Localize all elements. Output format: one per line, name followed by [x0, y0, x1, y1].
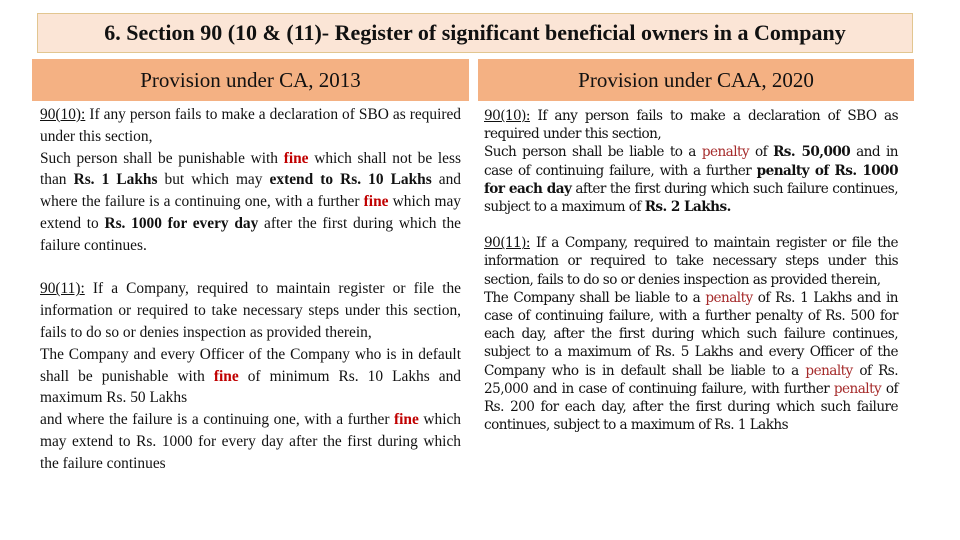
column-heading-ca-2013: Provision under CA, 2013	[32, 59, 469, 101]
text: and in case of continuing failure, with a further	[484, 144, 898, 179]
fine-highlight: fine	[283, 149, 309, 167]
fine-highlight: fine	[213, 367, 239, 385]
text: If a Company, required to maintain register or file the information or required to take necessary steps under this section, fails to do so or denies inspection as provided therein,	[484, 235, 898, 288]
text: of minimum Rs. 10 Lakhs and maximum Rs. 50 Lakhs	[40, 367, 461, 407]
right-paragraph-90-10	[484, 107, 898, 216]
amount-highlight: Rs. 1000 for every day	[104, 214, 259, 232]
left-column-ca-2013	[40, 104, 461, 475]
section-ref: 90(11):	[40, 280, 85, 298]
text: which may extend to Rs. 1000 for every day after the first during which the failure continues	[40, 411, 462, 472]
text: The Company shall be liable to a	[484, 289, 706, 306]
penalty-highlight: penalty	[833, 380, 882, 397]
text: of Rs. 1 Lakhs and in case of continuing failure, with a further penalty of Rs. 500 for each day, after the first during which such failure continues, subject to a maximum of Rs. 5 Lakhs and every Officer of the Company who is in default shall be liable to a	[484, 289, 898, 379]
amount-highlight: Rs. 50,000	[773, 144, 851, 161]
slide-title: 6. Section 90 (10 & (11)- Register of significant beneficial owners in a Company	[104, 20, 846, 45]
text: and where the failure is a continuing one, with a further	[40, 411, 395, 429]
text: of Rs. 200 for each day, after the first during which such failure continues, subject to a maximum of Rs. 1 Lakhs	[484, 380, 898, 434]
left-paragraph-90-11	[40, 278, 461, 474]
text: which shall not be less than	[40, 149, 461, 189]
amount-highlight: extend to Rs. 10 Lakhs	[269, 171, 432, 189]
text: The Company and every Officer of the Company who is in default shall be punishable with	[40, 345, 461, 385]
section-ref: 90(11):	[484, 235, 530, 252]
text: of Rs. 25,000 and in case of continuing failure, with further	[484, 362, 899, 397]
amount-highlight: penalty of Rs. 1000 for each day	[484, 162, 899, 197]
slide-title-box	[37, 13, 913, 53]
section-ref: 90(10):	[40, 106, 86, 123]
fine-highlight: fine	[363, 193, 389, 211]
fine-highlight: fine	[394, 411, 419, 429]
penalty-highlight: penalty	[705, 289, 753, 306]
column-heading-caa-2020: Provision under CAA, 2020	[478, 59, 914, 101]
text: Such person shall be liable to a	[484, 144, 702, 161]
text: If any person fails to make a declaration of SBO as required under this section,	[484, 108, 898, 143]
text: after the first during which such failure continues, subject to a maximum of	[484, 180, 898, 216]
left-paragraph-90-10	[40, 104, 461, 257]
penalty-highlight: penalty	[805, 362, 853, 379]
amount-highlight: Rs. 1 Lakhs	[73, 171, 158, 189]
text: Such person shall be punishable with	[40, 149, 284, 167]
text: and where the failure is a continuing one, with a further	[40, 171, 461, 211]
amount-highlight: Rs. 2 Lakhs.	[644, 199, 731, 216]
penalty-highlight: penalty	[701, 144, 750, 161]
text: If any person fails to make a declaration of SBO as required under this section,	[40, 106, 461, 145]
right-column-caa-2020	[484, 107, 898, 434]
text: but which may	[157, 171, 270, 189]
right-paragraph-90-11	[484, 234, 898, 434]
text: which may extend to	[40, 193, 461, 232]
text: of	[749, 144, 774, 161]
section-ref: 90(10):	[484, 108, 530, 124]
text: after the first during which the failure continues.	[40, 214, 461, 254]
text: If a Company, required to maintain register or file the information or required to take necessary steps under this section, fails to do so or denies inspection as provided therein,	[40, 280, 461, 341]
